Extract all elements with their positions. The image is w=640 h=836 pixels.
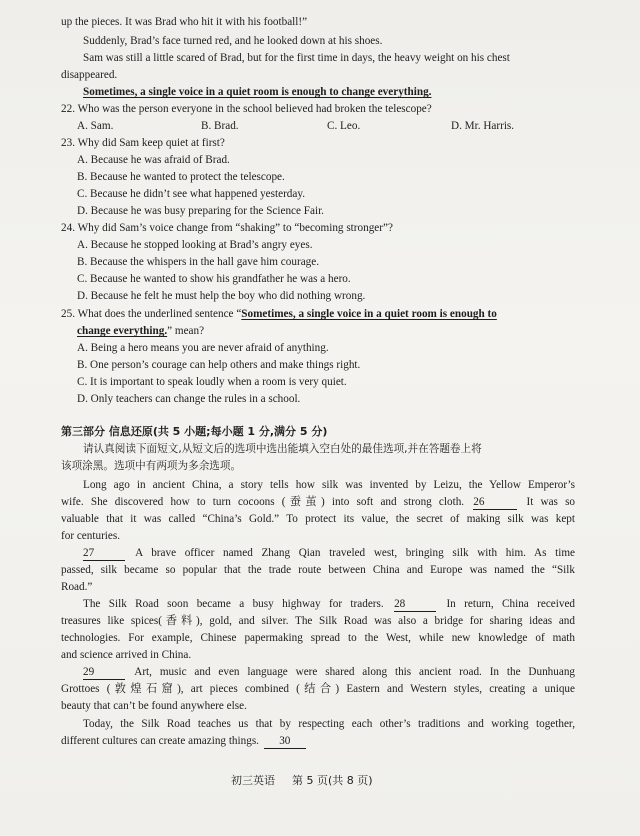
option-c: C. Because he didn’t see what happened yesterday. — [77, 188, 306, 200]
passage-text: different cultures can create amazing things. — [61, 735, 259, 747]
option-b: B. One person’s courage can help others and make things right. — [77, 359, 361, 371]
answer-blank-29[interactable]: 29 — [83, 665, 125, 680]
passage-text: Art, music and even language were shared along this ancient road. In the Dunhuang — [134, 666, 576, 678]
passage-line — [61, 494, 575, 510]
passage-line — [61, 477, 575, 493]
passage-text: The Silk Road soon became a busy highway for traders. — [83, 598, 384, 610]
option-b: B. Because the whispers in the hall gave him courage. — [77, 256, 320, 268]
story-text-line: Sam was still a little scared of Brad, but for the first time in days, the heavy weight on his chest — [83, 52, 510, 64]
story-text-line: up the pieces. It was Brad who hit it with his football!” — [61, 16, 308, 28]
passage-text: Long ago in ancient China, a story tells how silk was invented by Leizu, the Yellow Emperor’s — [83, 479, 575, 491]
option-c: C. Because he wanted to show his grandfather he was a hero. — [77, 273, 351, 285]
passage-line: and science arrived in China. — [61, 649, 192, 661]
option-a: A. Because he stopped looking at Brad’s angry eyes. — [77, 239, 313, 251]
passage-line: passed, silk became so popular that the trade route between China and Europe was named the “Silk — [61, 564, 575, 576]
passage-text: It was so — [526, 496, 576, 508]
option-c: C. It is important to speak loudly when a room is very quiet. — [77, 376, 347, 388]
passage-text: wife. She discovered how to turn cocoons (蚕茧) into soft and strong cloth. — [61, 496, 465, 508]
question-24-stem: 24. Why did Sam’s voice change from “shaking” to “becoming stronger”? — [61, 222, 393, 234]
option-d: D. Because he felt he must help the boy who did nothing wrong. — [77, 290, 366, 302]
passage-line — [61, 716, 575, 732]
footer-page-number: 第 5 页(共 8 页) — [292, 774, 373, 787]
section-title: 第三部分 信息还原(共 5 小题;每小题 1 分,满分 5 分) — [61, 425, 328, 438]
passage-line: for centuries. — [61, 530, 121, 542]
passage-text: Today, the Silk Road teaches us that by respecting each other’s traditions and working together, — [83, 718, 575, 730]
option-d: D. Because he was busy preparing for the Science Fair. — [77, 205, 324, 217]
question-22-options — [77, 118, 514, 134]
answer-blank-30[interactable]: 30 — [264, 734, 306, 749]
passage-line: treasures like spices(香料), gold, and silver. The Silk Road was also a bridge for sharing ideas and — [61, 615, 575, 627]
question-25-prefix: 25. What does the underlined sentence “ — [61, 308, 242, 320]
answer-blank-28[interactable]: 28 — [394, 597, 436, 612]
passage-line — [61, 664, 575, 680]
story-text-line: disappeared. — [61, 69, 118, 81]
option-a: A. Being a hero means you are never afraid of anything. — [77, 342, 329, 354]
option-a: A. Sam. — [77, 120, 114, 132]
question-23-stem: 23. Why did Sam keep quiet at first? — [61, 137, 225, 149]
passage-line — [61, 596, 575, 612]
passage-line — [61, 545, 575, 561]
question-25-stem-continued — [77, 323, 204, 339]
passage-text: In return, China received — [446, 598, 576, 610]
answer-blank-27[interactable]: 27 — [83, 546, 125, 561]
option-d: D. Only teachers can change the rules in a school. — [77, 393, 301, 405]
page-footer — [231, 773, 373, 789]
passage-line: Grottoes (敦煌石窟), art pieces combined (结合) Eastern and Western styles, creating a unique — [61, 683, 575, 695]
question-25-stem — [61, 306, 497, 322]
question-25-suffix: ” mean? — [167, 325, 205, 337]
option-b: B. Because he wanted to protect the telescope. — [77, 171, 285, 183]
story-text-line: Suddenly, Brad’s face turned red, and he looked down at his shoes. — [83, 35, 383, 47]
passage-line: beauty that can’t be found anywhere else. — [61, 700, 247, 712]
section-instruction: 该项涂黑。选项中有两项为多余选项。 — [61, 460, 242, 472]
option-d: D. Mr. Harris. — [451, 120, 515, 132]
passage-line: valuable that it was called “China’s Gold.” To protect its value, the secret of making silk was kept — [61, 513, 575, 525]
option-a: A. Because he was afraid of Brad. — [77, 154, 230, 166]
passage-line: technologies. For example, Chinese papermaking spread to the West, while new knowledge of math — [61, 632, 575, 644]
passage-text: A brave officer named Zhang Qian traveled west, bringing silk with him. As time — [135, 547, 575, 559]
quoted-underlined-sentence: Sometimes, a single voice in a quiet room is enough to — [241, 308, 497, 320]
footer-subject: 初三英语 — [231, 774, 275, 787]
option-c: C. Leo. — [327, 120, 361, 132]
quoted-underlined-sentence: change everything. — [77, 325, 168, 337]
answer-blank-26[interactable]: 26 — [473, 495, 517, 510]
underlined-key-sentence: Sometimes, a single voice in a quiet room is enough to change everything. — [83, 86, 432, 98]
option-b: B. Brad. — [201, 120, 239, 132]
passage-line: Road.” — [61, 581, 93, 593]
question-22-stem: 22. Who was the person everyone in the school believed had broken the telescope? — [61, 103, 432, 115]
section-instruction: 请认真阅读下面短文,从短文后的选项中选出能填入空白处的最佳选项,并在答题卷上将 — [83, 443, 482, 455]
passage-line — [61, 733, 308, 749]
